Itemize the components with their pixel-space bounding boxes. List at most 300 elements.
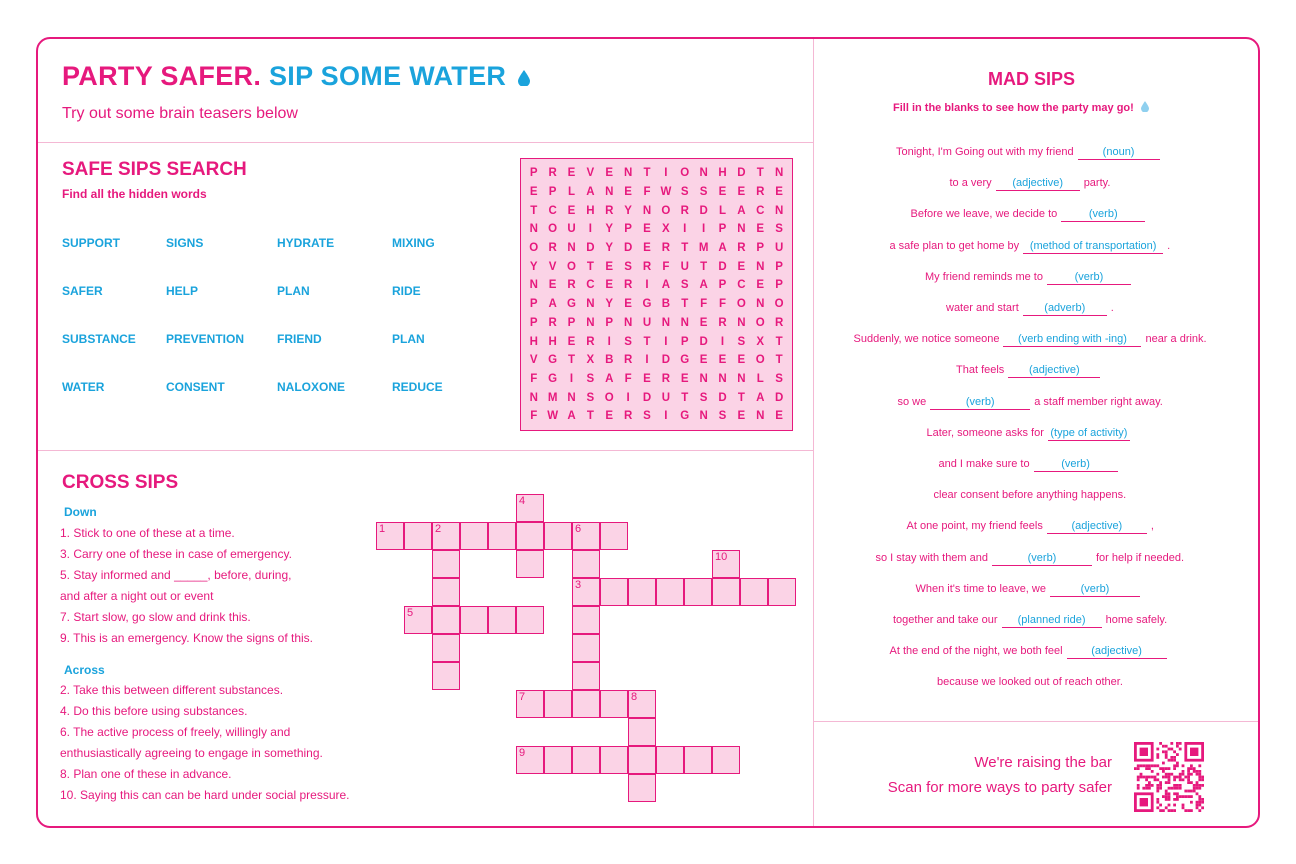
- grid-letter[interactable]: T: [681, 242, 689, 255]
- grid-letter[interactable]: E: [718, 354, 727, 367]
- grid-letter[interactable]: F: [643, 186, 651, 199]
- fill-in-blank[interactable]: (verb): [992, 552, 1092, 566]
- crossword-cell[interactable]: [544, 746, 572, 774]
- crossword-cell[interactable]: [628, 690, 656, 718]
- grid-letter[interactable]: S: [718, 410, 727, 423]
- grid-letter[interactable]: A: [699, 279, 708, 292]
- crossword-cell[interactable]: [600, 578, 628, 606]
- grid-letter[interactable]: N: [529, 279, 538, 292]
- crossword-cell[interactable]: [572, 634, 600, 662]
- fill-in-blank[interactable]: (type of activity): [1048, 427, 1130, 441]
- grid-letter[interactable]: T: [700, 260, 708, 273]
- crossword-cell[interactable]: [516, 746, 544, 774]
- qr-module: [1165, 792, 1168, 795]
- crossword-cell[interactable]: [572, 522, 600, 550]
- grid-letter[interactable]: D: [737, 167, 746, 180]
- grid-letter[interactable]: I: [720, 335, 725, 348]
- crossword-cell[interactable]: [572, 662, 600, 690]
- fill-in-blank[interactable]: (verb): [1061, 208, 1145, 222]
- grid-letter[interactable]: F: [700, 298, 708, 311]
- crossword-cell[interactable]: [572, 578, 600, 606]
- grid-letter[interactable]: E: [567, 335, 576, 348]
- grid-letter[interactable]: A: [718, 242, 727, 255]
- grid-letter[interactable]: R: [756, 186, 765, 199]
- crossword-cell[interactable]: [740, 578, 768, 606]
- grid-letter[interactable]: H: [548, 335, 557, 348]
- crossword-cell[interactable]: [404, 522, 432, 550]
- grid-letter[interactable]: A: [567, 410, 576, 423]
- crossword-cell[interactable]: [656, 578, 684, 606]
- grid-letter[interactable]: I: [645, 354, 649, 367]
- grid-letter[interactable]: I: [588, 223, 592, 236]
- grid-letter[interactable]: O: [661, 204, 671, 217]
- grid-letter[interactable]: R: [661, 242, 671, 255]
- grid-letter[interactable]: S: [680, 279, 689, 292]
- grid-letter[interactable]: N: [756, 410, 765, 423]
- grid-letter[interactable]: X: [586, 354, 595, 367]
- qr-module: [1176, 776, 1179, 779]
- crossword-cell[interactable]: [684, 746, 712, 774]
- grid-letter[interactable]: S: [775, 372, 783, 385]
- grid-letter[interactable]: M: [547, 391, 558, 404]
- grid-letter[interactable]: S: [624, 260, 632, 273]
- crossword-cell[interactable]: [544, 522, 572, 550]
- qr-module: [1176, 792, 1179, 795]
- grid-letter[interactable]: R: [737, 242, 746, 255]
- grid-letter[interactable]: O: [736, 298, 746, 311]
- grid-letter[interactable]: E: [737, 260, 746, 273]
- grid-letter[interactable]: T: [775, 354, 783, 367]
- crossword-cell[interactable]: [628, 746, 656, 774]
- grid-letter[interactable]: I: [645, 279, 649, 292]
- grid-letter[interactable]: S: [699, 391, 708, 404]
- grid-letter[interactable]: O: [755, 354, 765, 367]
- grid-letter[interactable]: H: [718, 167, 727, 180]
- grid-letter[interactable]: S: [624, 335, 632, 348]
- grid-letter[interactable]: W: [660, 186, 672, 199]
- grid-letter[interactable]: O: [755, 316, 765, 329]
- grid-letter[interactable]: E: [643, 223, 651, 236]
- grid-letter[interactable]: D: [718, 391, 727, 404]
- grid-letter[interactable]: S: [586, 372, 595, 385]
- qr-module: [1168, 778, 1171, 781]
- grid-letter[interactable]: P: [529, 298, 538, 311]
- grid-letter[interactable]: I: [683, 223, 687, 236]
- grid-letter[interactable]: N: [623, 167, 633, 180]
- qr-module: [1170, 787, 1173, 790]
- grid-letter[interactable]: F: [530, 410, 538, 423]
- grid-letter[interactable]: P: [605, 316, 614, 329]
- grid-letter[interactable]: T: [567, 354, 576, 367]
- grid-letter[interactable]: U: [680, 260, 689, 273]
- crossword-cell[interactable]: [572, 746, 600, 774]
- across-clue: 6. The active process of freely, willingly and: [60, 725, 291, 739]
- grid-letter[interactable]: Y: [624, 204, 632, 217]
- grid-letter[interactable]: E: [718, 186, 727, 199]
- grid-letter[interactable]: H: [529, 335, 538, 348]
- grid-letter[interactable]: E: [775, 186, 783, 199]
- qr-module: [1145, 787, 1148, 790]
- grid-letter[interactable]: X: [756, 335, 765, 348]
- grid-letter[interactable]: E: [756, 279, 765, 292]
- grid-letter[interactable]: Y: [605, 223, 614, 236]
- grid-letter[interactable]: F: [530, 372, 538, 385]
- grid-letter[interactable]: V: [586, 167, 595, 180]
- crossword-cell[interactable]: [600, 746, 628, 774]
- grid-letter[interactable]: G: [680, 354, 690, 367]
- crossword-cell[interactable]: [628, 718, 656, 746]
- grid-letter[interactable]: R: [661, 372, 671, 385]
- grid-letter[interactable]: P: [624, 223, 632, 236]
- grid-letter[interactable]: N: [737, 316, 746, 329]
- crossword-cell[interactable]: [460, 606, 488, 634]
- qr-module: [1198, 776, 1201, 779]
- crossword-cell[interactable]: [544, 690, 572, 718]
- grid-letter[interactable]: T: [737, 391, 745, 404]
- grid-letter[interactable]: N: [586, 316, 595, 329]
- grid-letter[interactable]: F: [662, 260, 670, 273]
- fill-in-blank[interactable]: (method of transportation): [1023, 240, 1163, 254]
- water-drop-icon: [518, 62, 530, 93]
- grid-letter[interactable]: P: [718, 223, 727, 236]
- crossword-cell[interactable]: [768, 578, 796, 606]
- grid-row: [525, 370, 788, 389]
- grid-letter[interactable]: D: [642, 391, 652, 404]
- crossword-cell[interactable]: [432, 550, 460, 578]
- grid-letter[interactable]: B: [605, 354, 614, 367]
- grid-letter[interactable]: O: [774, 298, 784, 311]
- grid-letter[interactable]: I: [569, 372, 574, 385]
- grid-letter[interactable]: I: [664, 335, 668, 348]
- grid-letter[interactable]: N: [642, 204, 652, 217]
- grid-letter[interactable]: V: [548, 260, 557, 273]
- grid-letter[interactable]: T: [586, 410, 594, 423]
- grid-letter[interactable]: D: [774, 391, 784, 404]
- grid-letter[interactable]: N: [737, 223, 746, 236]
- grid-letter[interactable]: A: [756, 391, 765, 404]
- grid-letter[interactable]: E: [605, 260, 614, 273]
- mad-sips-text: because we looked out of reach other.: [937, 676, 1123, 689]
- grid-letter[interactable]: E: [624, 298, 632, 311]
- grid-row: [525, 314, 788, 333]
- grid-letter[interactable]: R: [623, 279, 633, 292]
- grid-letter[interactable]: R: [548, 167, 557, 180]
- grid-letter[interactable]: T: [643, 335, 651, 348]
- grid-letter[interactable]: R: [548, 316, 557, 329]
- fill-in-blank[interactable]: (verb): [1047, 271, 1131, 285]
- title-part2: SIP SOME WATER: [268, 61, 507, 91]
- grid-letter[interactable]: O: [529, 242, 539, 255]
- grid-letter[interactable]: N: [529, 223, 538, 236]
- grid-letter[interactable]: N: [529, 391, 538, 404]
- grid-letter[interactable]: L: [718, 204, 727, 217]
- grid-letter[interactable]: Y: [605, 242, 614, 255]
- grid-row: [525, 388, 788, 407]
- crossword-cell[interactable]: [432, 578, 460, 606]
- qr-module: [1165, 753, 1168, 756]
- qr-module: [1196, 784, 1199, 787]
- crossword-cell[interactable]: [432, 662, 460, 690]
- crossword-cell[interactable]: [516, 494, 544, 522]
- grid-letter[interactable]: T: [643, 167, 651, 180]
- grid-letter[interactable]: I: [702, 223, 706, 236]
- grid-letter[interactable]: N: [623, 316, 633, 329]
- grid-letter[interactable]: I: [607, 335, 611, 348]
- grid-letter[interactable]: P: [567, 316, 576, 329]
- fill-in-blank[interactable]: (verb): [930, 396, 1030, 410]
- grid-letter[interactable]: A: [586, 186, 595, 199]
- fill-in-blank[interactable]: (adjective): [996, 177, 1080, 191]
- grid-letter[interactable]: P: [718, 279, 727, 292]
- grid-letter[interactable]: H: [586, 204, 595, 217]
- grid-letter[interactable]: E: [605, 410, 614, 423]
- grid-letter[interactable]: N: [586, 298, 595, 311]
- grid-letter[interactable]: E: [737, 410, 746, 423]
- crossword-clue-number: 5: [407, 607, 414, 619]
- grid-letter[interactable]: S: [643, 410, 651, 423]
- word-item: RIDE: [392, 284, 421, 298]
- grid-letter[interactable]: A: [548, 298, 557, 311]
- crossword-cell[interactable]: [572, 550, 600, 578]
- grid-letter[interactable]: D: [623, 242, 633, 255]
- grid-letter[interactable]: O: [567, 260, 576, 273]
- grid-letter[interactable]: V: [529, 354, 538, 367]
- grid-letter[interactable]: A: [661, 279, 671, 292]
- qr-module: [1193, 784, 1196, 787]
- grid-letter[interactable]: O: [680, 167, 690, 180]
- grid-letter[interactable]: N: [699, 372, 708, 385]
- grid-letter[interactable]: N: [699, 410, 708, 423]
- grid-letter[interactable]: O: [548, 223, 558, 236]
- grid-letter[interactable]: A: [737, 204, 746, 217]
- qr-code[interactable]: [1134, 742, 1204, 812]
- grid-letter[interactable]: E: [605, 167, 614, 180]
- grid-letter[interactable]: N: [661, 316, 671, 329]
- grid-letter[interactable]: T: [681, 298, 689, 311]
- crossword-cell[interactable]: [432, 606, 460, 634]
- grid-letter[interactable]: U: [642, 316, 652, 329]
- crossword-cell[interactable]: [460, 522, 488, 550]
- fill-in-blank[interactable]: (verb): [1034, 458, 1118, 472]
- grid-letter[interactable]: N: [737, 372, 746, 385]
- grid-letter[interactable]: T: [586, 260, 594, 273]
- grid-letter[interactable]: X: [662, 223, 670, 236]
- qr-module: [1168, 773, 1171, 776]
- fill-in-blank[interactable]: (adjective): [1008, 364, 1100, 378]
- down-heading: Down: [64, 505, 97, 519]
- crossword-cell[interactable]: [684, 578, 712, 606]
- crossword-cell[interactable]: [656, 746, 684, 774]
- grid-letter[interactable]: T: [775, 335, 783, 348]
- grid-letter[interactable]: N: [774, 204, 784, 217]
- grid-letter[interactable]: P: [529, 316, 538, 329]
- fill-in-blank[interactable]: (verb ending with -ing): [1003, 333, 1141, 347]
- grid-letter[interactable]: D: [699, 335, 708, 348]
- crossword-cell[interactable]: [600, 690, 628, 718]
- qr-module: [1156, 787, 1159, 790]
- grid-letter[interactable]: B: [661, 298, 671, 311]
- grid-letter[interactable]: U: [661, 391, 671, 404]
- grid-letter[interactable]: O: [604, 391, 614, 404]
- crossword-cell[interactable]: [432, 522, 460, 550]
- qr-module: [1173, 792, 1176, 795]
- grid-letter[interactable]: U: [567, 223, 576, 236]
- grid-letter[interactable]: G: [548, 372, 558, 385]
- grid-letter[interactable]: I: [664, 167, 668, 180]
- grid-letter[interactable]: E: [699, 316, 708, 329]
- grid-letter[interactable]: E: [548, 279, 557, 292]
- qr-module: [1137, 764, 1140, 767]
- crossword-cell[interactable]: [712, 578, 740, 606]
- crossword-cell[interactable]: [488, 606, 516, 634]
- qr-module: [1165, 781, 1168, 784]
- qr-module: [1196, 770, 1199, 773]
- qr-module: [1190, 748, 1198, 756]
- grid-letter[interactable]: E: [643, 242, 651, 255]
- crossword-cell[interactable]: [376, 522, 404, 550]
- grid-letter[interactable]: G: [548, 354, 558, 367]
- crossword-cell[interactable]: [712, 746, 740, 774]
- crossword-cell[interactable]: [600, 522, 628, 550]
- grid-letter[interactable]: F: [624, 372, 632, 385]
- grid-letter[interactable]: Y: [605, 298, 614, 311]
- grid-letter[interactable]: C: [756, 204, 765, 217]
- grid-letter[interactable]: S: [737, 335, 746, 348]
- grid-letter[interactable]: N: [567, 391, 576, 404]
- fill-in-blank[interactable]: (adverb): [1023, 302, 1107, 316]
- grid-letter[interactable]: T: [530, 204, 538, 217]
- grid-letter[interactable]: P: [548, 186, 557, 199]
- grid-letter[interactable]: E: [737, 186, 746, 199]
- crossword-cell[interactable]: [712, 550, 740, 578]
- grid-letter[interactable]: D: [699, 204, 708, 217]
- grid-letter[interactable]: D: [661, 354, 671, 367]
- qr-module: [1145, 764, 1148, 767]
- header-divider: [38, 142, 813, 143]
- grid-letter[interactable]: G: [680, 410, 690, 423]
- word-item: FRIEND: [277, 332, 322, 346]
- grid-letter[interactable]: R: [605, 204, 614, 217]
- grid-letter[interactable]: N: [567, 242, 576, 255]
- word-item: PLAN: [277, 284, 310, 298]
- grid-letter[interactable]: Y: [529, 260, 538, 273]
- grid-letter[interactable]: E: [643, 372, 651, 385]
- grid-letter[interactable]: E: [529, 186, 538, 199]
- grid-letter[interactable]: E: [775, 410, 783, 423]
- qr-module: [1176, 784, 1179, 787]
- fill-in-blank[interactable]: (adjective): [1067, 645, 1167, 659]
- grid-letter[interactable]: E: [737, 354, 746, 367]
- grid-letter[interactable]: W: [547, 410, 559, 423]
- grid-row: [525, 183, 788, 202]
- grid-letter[interactable]: N: [756, 260, 765, 273]
- grid-letter[interactable]: E: [699, 354, 708, 367]
- grid-letter[interactable]: E: [756, 223, 765, 236]
- grid-letter[interactable]: P: [775, 260, 783, 273]
- grid-letter[interactable]: D: [586, 242, 595, 255]
- crossword-cell[interactable]: [572, 690, 600, 718]
- qr-module: [1140, 764, 1143, 767]
- crossword-cell[interactable]: [628, 578, 656, 606]
- grid-letter[interactable]: C: [737, 279, 746, 292]
- grid-letter[interactable]: N: [718, 372, 727, 385]
- grid-letter[interactable]: R: [567, 279, 576, 292]
- grid-letter[interactable]: G: [567, 298, 576, 311]
- grid-letter[interactable]: G: [642, 298, 652, 311]
- crossword-cell[interactable]: [516, 522, 544, 550]
- grid-letter[interactable]: P: [680, 335, 689, 348]
- grid-letter[interactable]: R: [586, 335, 595, 348]
- grid-letter[interactable]: R: [774, 316, 784, 329]
- grid-letter[interactable]: F: [718, 298, 727, 311]
- crossword-cell[interactable]: [516, 690, 544, 718]
- grid-letter[interactable]: U: [774, 242, 784, 255]
- grid-letter[interactable]: T: [756, 167, 764, 180]
- grid-letter[interactable]: R: [718, 316, 727, 329]
- grid-letter[interactable]: R: [623, 410, 633, 423]
- grid-letter[interactable]: S: [699, 186, 708, 199]
- qr-module: [1182, 806, 1185, 809]
- qr-module: [1182, 773, 1185, 776]
- grid-letter[interactable]: E: [680, 372, 689, 385]
- fill-in-blank[interactable]: (planned ride): [1002, 614, 1102, 628]
- grid-letter[interactable]: P: [775, 279, 783, 292]
- grid-letter[interactable]: E: [624, 186, 632, 199]
- grid-letter[interactable]: N: [756, 298, 765, 311]
- grid-letter[interactable]: C: [586, 279, 595, 292]
- grid-letter[interactable]: N: [680, 316, 689, 329]
- grid-letter[interactable]: N: [699, 167, 708, 180]
- grid-letter[interactable]: R: [548, 242, 557, 255]
- crossword-cell[interactable]: [516, 606, 544, 634]
- fill-in-blank[interactable]: (noun): [1078, 146, 1160, 160]
- grid-letter[interactable]: R: [680, 204, 689, 217]
- grid-letter[interactable]: E: [605, 279, 614, 292]
- grid-letter[interactable]: R: [623, 354, 633, 367]
- grid-letter[interactable]: R: [642, 260, 652, 273]
- grid-letter[interactable]: I: [626, 391, 630, 404]
- grid-letter[interactable]: N: [774, 167, 784, 180]
- fill-in-blank[interactable]: (adjective): [1047, 520, 1147, 534]
- grid-letter[interactable]: L: [567, 186, 576, 199]
- grid-letter[interactable]: P: [756, 242, 765, 255]
- crossword-cell[interactable]: [404, 606, 432, 634]
- fill-in-blank[interactable]: (verb): [1050, 583, 1140, 597]
- crossword-cell[interactable]: [432, 634, 460, 662]
- grid-letter[interactable]: A: [605, 372, 614, 385]
- grid-letter[interactable]: I: [664, 410, 668, 423]
- grid-letter[interactable]: S: [775, 223, 783, 236]
- grid-letter[interactable]: E: [567, 204, 576, 217]
- grid-letter[interactable]: S: [680, 186, 689, 199]
- crossword-cell[interactable]: [572, 606, 600, 634]
- qr-module: [1198, 809, 1201, 812]
- grid-letter[interactable]: M: [698, 242, 709, 255]
- crossword-cell[interactable]: [488, 522, 516, 550]
- crossword-cell[interactable]: [628, 774, 656, 802]
- grid-letter[interactable]: C: [548, 204, 557, 217]
- grid-letter[interactable]: S: [586, 391, 595, 404]
- grid-letter[interactable]: E: [567, 167, 576, 180]
- grid-letter[interactable]: T: [681, 391, 689, 404]
- crossword-cell[interactable]: [516, 550, 544, 578]
- qr-module: [1170, 756, 1173, 759]
- grid-letter[interactable]: P: [529, 167, 538, 180]
- grid-letter[interactable]: N: [605, 186, 614, 199]
- grid-letter[interactable]: D: [718, 260, 727, 273]
- grid-letter[interactable]: L: [756, 372, 764, 385]
- mad-sips-text: so we: [897, 395, 927, 408]
